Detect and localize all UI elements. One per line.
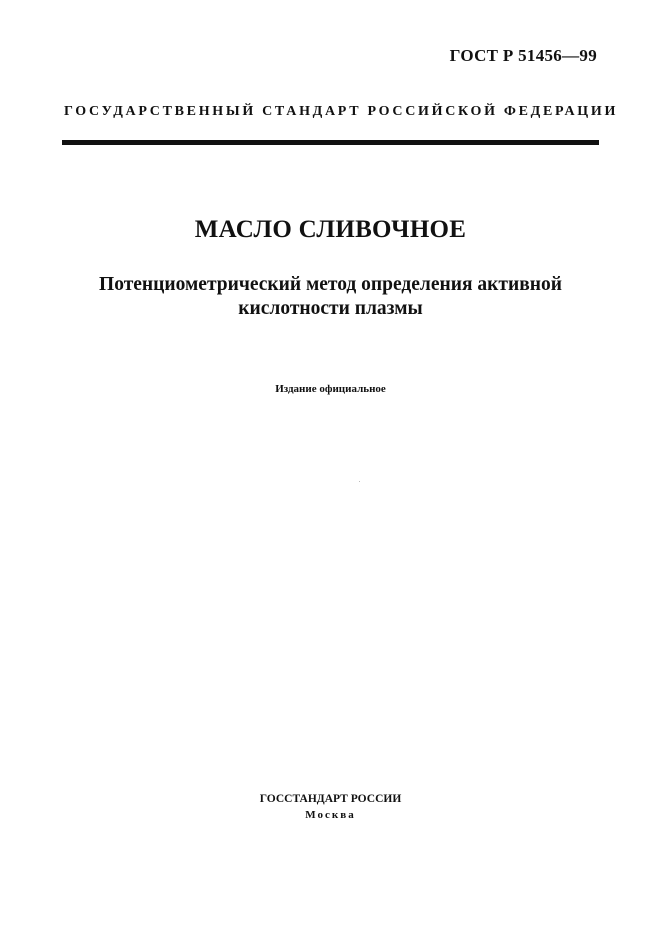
edition-label: Издание официальное bbox=[275, 383, 386, 395]
publisher-city: Москва bbox=[305, 809, 356, 821]
header-rule bbox=[62, 140, 599, 145]
document-subtitle bbox=[60, 273, 601, 321]
subtitle-line-1: Потенциометрический метод определения активной bbox=[99, 274, 562, 295]
document-title: МАСЛО СЛИВОЧНОЕ bbox=[194, 216, 467, 243]
state-standard-heading: ГОСУДАРСТВЕННЫЙ СТАНДАРТ РОССИЙСКОЙ ФЕДЕРАЦИИ bbox=[64, 104, 619, 119]
scan-speck bbox=[359, 481, 360, 482]
subtitle-line-2: кислотности плазмы bbox=[238, 298, 423, 319]
publisher-name: ГОССТАНДАРТ РОССИИ bbox=[259, 793, 402, 805]
standard-number: ГОСТ Р 51456—99 bbox=[449, 46, 597, 65]
